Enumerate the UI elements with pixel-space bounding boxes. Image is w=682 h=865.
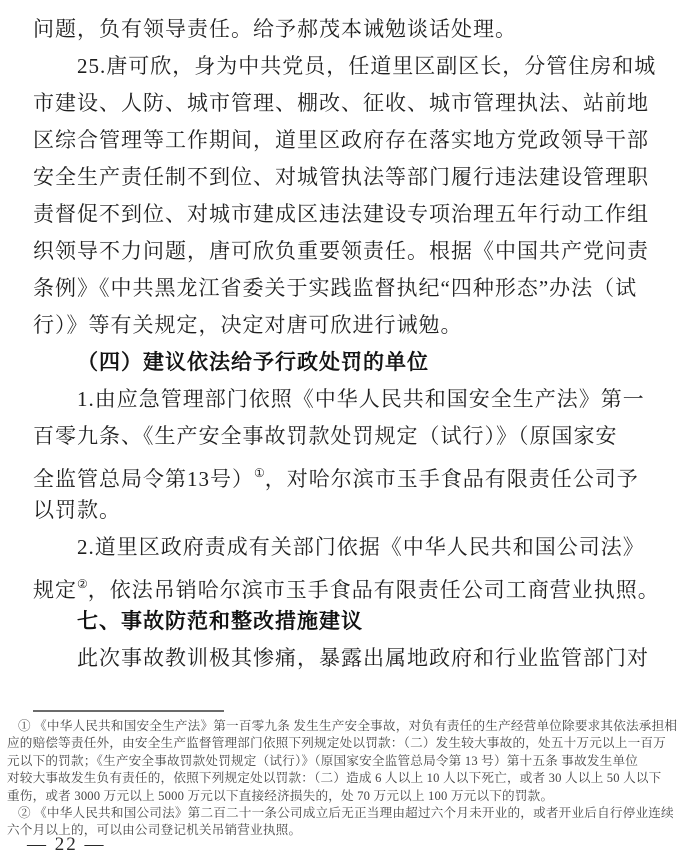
body-line-segment: ，依法吊销哈尔滨市玉手食品有限责任公司工商营业执照。 [87, 578, 660, 602]
footnote-1-line: 对较大事故发生负有责任的，依照下列规定处以罚款：（二）造成 6 人以上 10 人以下死亡，或者 30 人以上 50 人以下 [7, 771, 662, 786]
body-line: 此次事故教训极其惨痛，暴露出属地政府和行业监管部门对 [77, 646, 649, 670]
footnote-1-line: ① 《中华人民共和国安全生产法》第一百零九条 发生生产安全事故，对负有责任的生产经营单位除要求其依法承担相 [18, 719, 678, 733]
body-line: 问题，负有领导责任。给予郝茂本诫勉谈话处理。 [33, 17, 517, 41]
footnote-1-line: 应的赔偿等责任外，由安全生产监督管理部门依照下列规定处以罚款：（二）发生较大事故的，处五十万元以上一百万 [7, 736, 666, 751]
body-line: 区综合管理等工作期间，道里区政府存在落实地方党政领导干部 [33, 128, 649, 152]
body-line: 织领导不力问题，唐可欣负重要领责任。根据《中国共产党问责 [33, 239, 649, 263]
body-line: 行）》等有关规定，决定对唐可欣进行诫勉。 [33, 313, 463, 337]
body-line: 1.由应急管理部门依照《中华人民共和国安全生产法》第一 [77, 387, 645, 411]
body-line: 市建设、人防、城市管理、棚改、征收、城市管理执法、站前地 [33, 91, 649, 115]
footnote-ref-1: ① [254, 466, 265, 480]
body-line: 25.唐可欣，身为中共党员，任道里区副区长，分管住房和城 [77, 54, 657, 78]
footnote-separator-rule [33, 710, 224, 712]
footnotes-block [7, 718, 678, 840]
body-line: 责督促不到位、对城市建成区违法建设专项治理五年行动工作组 [33, 202, 649, 226]
body-line-segment: 全监管总局令第13号） [33, 467, 254, 491]
body-line-segment: ，对哈尔滨市玉手食品有限责任公司予 [264, 467, 639, 491]
body-text-block [33, 11, 660, 677]
body-line-segment: 规定 [33, 578, 77, 602]
body-line: 安全生产责任制不到位、对城管执法等部门履行违法建设管理职 [33, 165, 649, 189]
footnote-1-line: 元以下的罚款；《生产安全事故罚款处罚规定（试行）》（原国家安全监管总局令第 13 号）第十五条 事故发生单位 [7, 753, 639, 768]
body-line: 百零九条、《生产安全事故罚款处罚规定（试行）》（原国家安 [33, 424, 618, 448]
body-line-with-footnote-ref [33, 455, 655, 492]
footnote-2-line: ② 《中华人民共和国公司法》第二百二十一条公司成立后无正当理由超过六个月未开业的，或者开业后自行停业连续 [18, 805, 674, 820]
footnote-ref-2: ② [77, 577, 88, 591]
footnote-1-line: 重伤，或者 3000 万元以上 5000 万元以下直接经济损失的，处 70 万元以上 100 万元以下的罚款。 [7, 788, 554, 803]
section-heading: 七、事故防范和整改措施建议 [77, 610, 363, 633]
body-line-with-footnote-ref [33, 566, 660, 603]
footnote-2-line: 六个月以上的，可以由公司登记机关吊销营业执照。 [7, 823, 302, 838]
body-line: 2.道里区政府责成有关部门依据《中华人民共和国公司法》 [77, 535, 645, 559]
body-line: 条例》《中共黑龙江省委关于实践监督执纪“四种形态”办法（试 [33, 276, 638, 300]
body-line: 以罚款。 [33, 498, 121, 522]
page-number: — 22 — [27, 834, 106, 855]
subsection-heading: （四）建议依法给予行政处罚的单位 [77, 350, 429, 374]
